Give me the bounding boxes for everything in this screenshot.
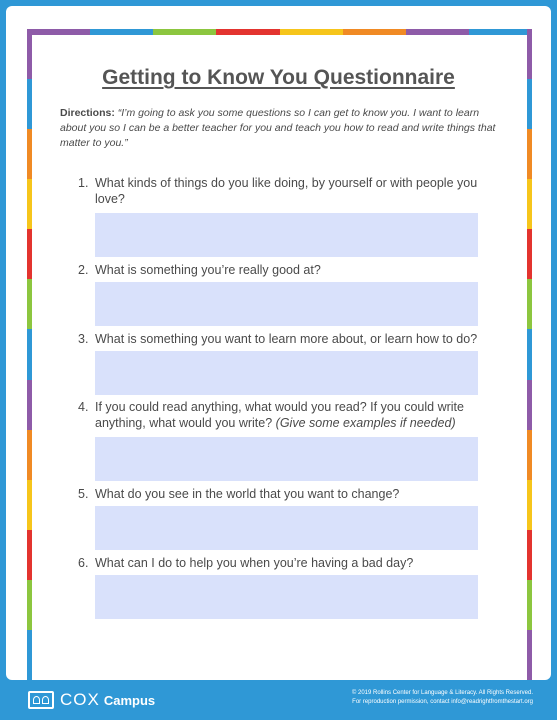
- top-color-stripe: [27, 29, 532, 35]
- question-text: If you could read anything, what would you read? If you could write anything, what would you write? (Give some examples if needed): [95, 400, 464, 430]
- copyright-notice: [352, 689, 533, 707]
- question-note: (Give some examples if needed): [275, 416, 456, 430]
- cox-campus-logo[interactable]: [28, 689, 155, 711]
- question-number: 2.: [78, 263, 89, 277]
- answer-box-5[interactable]: [95, 506, 478, 550]
- directions-text: “I’m going to ask you some questions so I can get to know you. I want to learn about you so I can be a better teacher for you and teach you how to read and write things that matter to you.”: [60, 107, 496, 149]
- right-color-stripe: [527, 29, 532, 680]
- directions-label: Directions:: [60, 107, 115, 119]
- open-book-logo-icon: [28, 691, 54, 709]
- answer-box-4[interactable]: [95, 437, 478, 481]
- copyright-line: © 2019 Rollins Center for Language & Literacy. All Rights Reserved.: [351, 690, 533, 696]
- answer-box-3[interactable]: [95, 351, 478, 395]
- question-number: 3.: [78, 332, 89, 346]
- answer-box-1[interactable]: [95, 213, 478, 257]
- logo-cox-text: COX: [60, 690, 100, 709]
- directions: [60, 106, 505, 151]
- left-color-stripe: [27, 29, 32, 680]
- question-text: What do you see in the world that you want to change?: [95, 487, 400, 501]
- page-title: Getting to Know You Questionnaire: [102, 66, 455, 89]
- permission-line: For reproduction permission, contact info@readrightfromthestart.org: [352, 699, 533, 705]
- question-number: 1.: [78, 176, 89, 190]
- question-text: What is something you want to learn more about, or learn how to do?: [95, 332, 478, 346]
- answer-box-6[interactable]: [95, 575, 478, 619]
- logo-campus-text: Campus: [103, 692, 156, 708]
- question-text: What is something you’re really good at?: [95, 263, 321, 277]
- question-text: What can I do to help you when you’re having a bad day?: [95, 556, 414, 570]
- question-number: 4.: [78, 400, 89, 414]
- question-number: 5.: [78, 487, 89, 501]
- answer-box-2[interactable]: [95, 282, 478, 326]
- question-text: What kinds of things do you like doing, by yourself or with people you love?: [95, 176, 478, 206]
- question-number: 6.: [78, 556, 89, 570]
